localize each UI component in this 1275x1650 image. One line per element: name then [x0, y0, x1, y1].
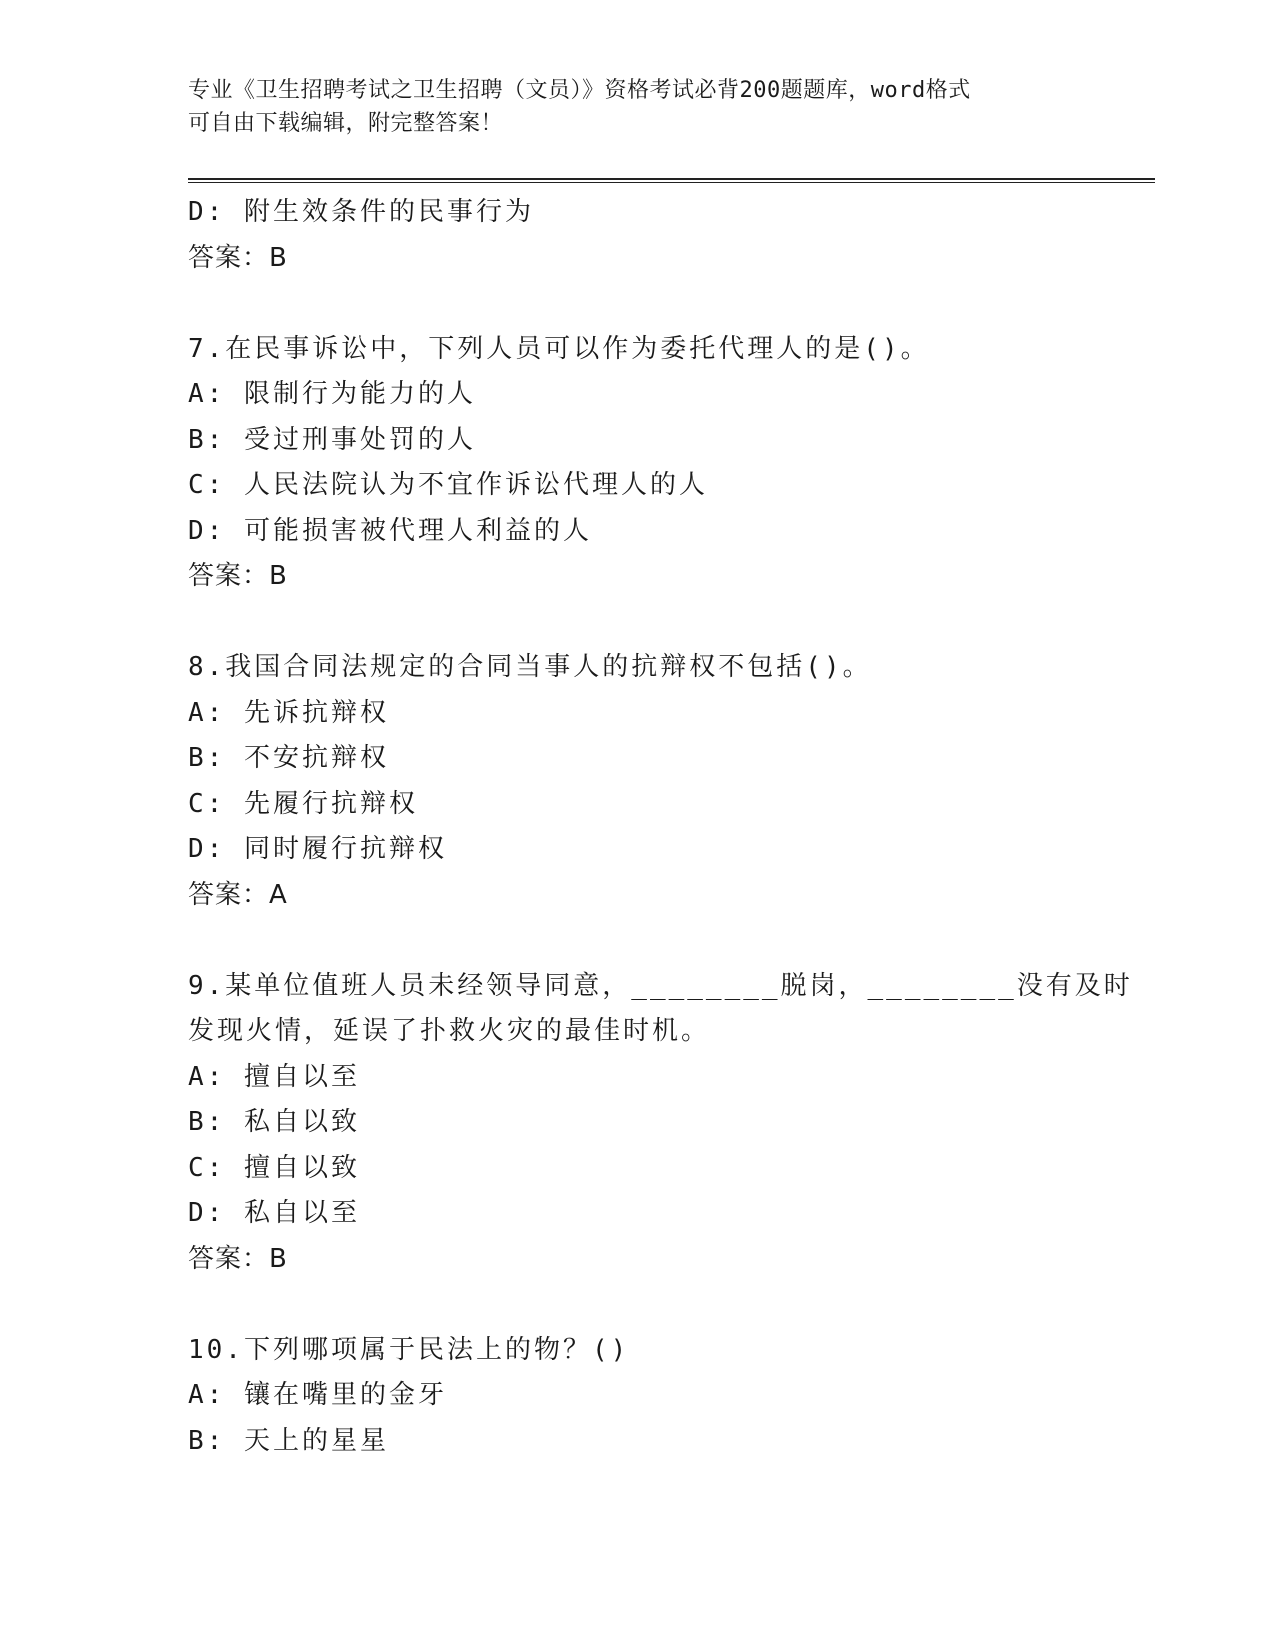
option-d: D: 附生效条件的民事行为 [188, 197, 534, 227]
question-stem-line-1: 9.某单位值班人员未经领导同意，________脱岗，________没有及时 [188, 970, 1133, 1001]
option-d: D: 可能损害被代理人利益的人 [188, 515, 592, 546]
option-c: C: 擅自以致 [188, 1152, 360, 1183]
header-divider [188, 178, 1155, 183]
option-a: A: 限制行为能力的人 [188, 379, 476, 409]
question-stem: 10.下列哪项属于民法上的物？() [188, 1334, 630, 1365]
question-9 [188, 964, 1133, 1283]
option-d: D: 同时履行抗辩权 [188, 834, 447, 864]
option-c: C: 人民法院认为不宜作诉讼代理人的人 [188, 470, 708, 500]
question-stem: 8.我国合同法规定的合同当事人的抗辩权不包括()。 [188, 652, 872, 682]
document-body [188, 190, 1133, 1464]
option-b: B: 天上的星星 [188, 1425, 389, 1456]
question-7 [188, 327, 1088, 600]
document-header [188, 74, 1068, 140]
question-8 [188, 645, 1088, 918]
question-stem-line-2: 发现火情，延误了扑救火灾的最佳时机。 [188, 1016, 711, 1046]
answer: 答案：B [188, 242, 288, 273]
option-c: C: 先履行抗辩权 [188, 788, 418, 819]
answer: 答案：A [188, 879, 288, 910]
option-a: A: 擅自以至 [188, 1061, 360, 1092]
option-b: B: 受过刑事处罚的人 [188, 424, 476, 455]
answer: 答案：B [188, 561, 288, 591]
header-line-1: 专业《卫生招聘考试之卫生招聘（文员）》资格考试必背200题题库，word格式 [188, 78, 971, 103]
header-line-2: 可自由下载编辑，附完整答案！ [188, 111, 504, 136]
option-a: A: 先诉抗辩权 [188, 697, 389, 728]
question-stem: 7.在民事诉讼中，下列人员可以作为委托代理人的是()。 [188, 333, 930, 364]
answer: 答案：B [188, 1243, 288, 1274]
option-b: B: 不安抗辩权 [188, 743, 389, 773]
option-b: B: 私自以致 [188, 1107, 360, 1137]
option-d: D: 私自以至 [188, 1198, 360, 1228]
question-10 [188, 1328, 1088, 1465]
option-a: A: 镶在嘴里的金牙 [188, 1380, 447, 1410]
